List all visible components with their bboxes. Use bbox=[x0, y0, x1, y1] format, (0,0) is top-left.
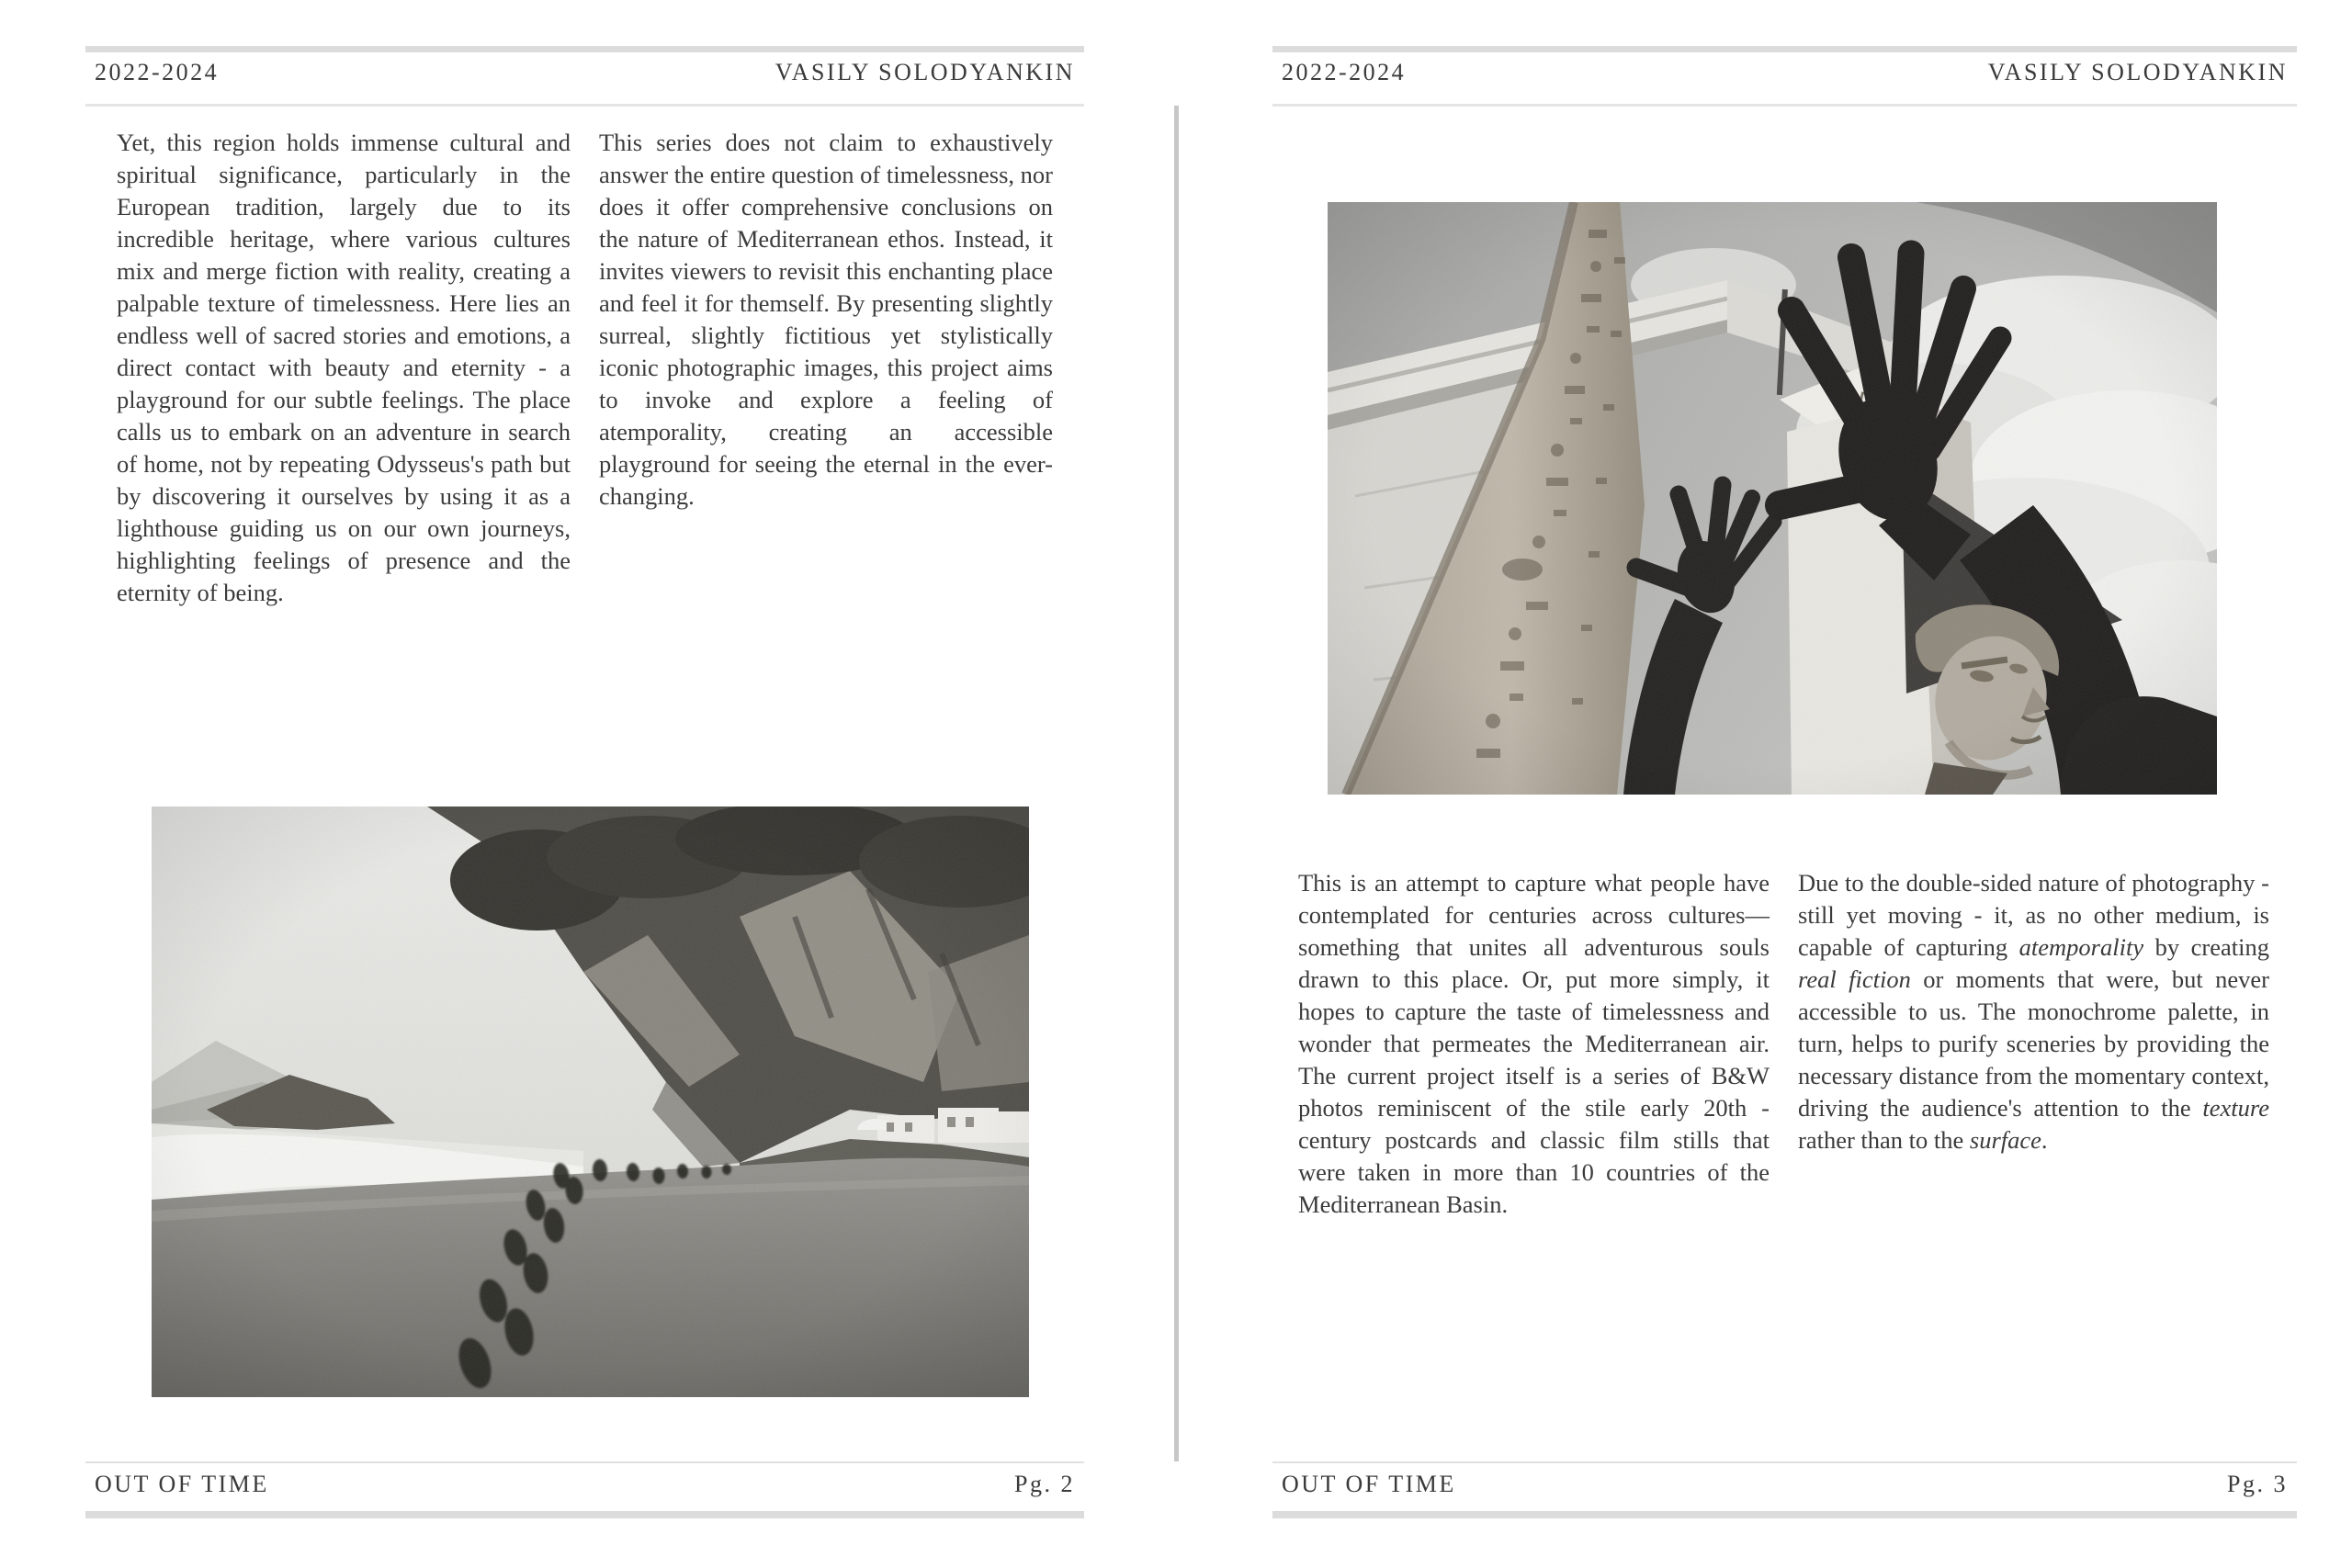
footer-rule bbox=[1272, 1461, 2297, 1463]
column-paragraph: Due to the double-sided nature of photography - still yet moving - it, as no other medium, is capable of capturing atemporality by creating real fiction or moments that were, but never accessible to us. The monochrome palette, in turn, helps to purify sceneries by providing the necessary distance from the momentary context, driving the audience's attention to the texture rather than to the surface. bbox=[1798, 869, 2270, 1154]
header-rule bbox=[1272, 104, 2297, 107]
page-header bbox=[1282, 59, 2288, 86]
page-header bbox=[95, 59, 1075, 86]
page-footer bbox=[1282, 1471, 2288, 1498]
statue-photo bbox=[1328, 202, 2217, 795]
page-3 bbox=[1272, 0, 2297, 1568]
footer-rule bbox=[85, 1461, 1084, 1463]
column-paragraph: This series does not claim to exhaustively answer the entire question of timelessness, nor does it offer comprehensive conclusions on the nature of Mediterranean ethos. Instead, it invites viewers to revisit this enchanting place and feel it for themself. By presenting slightly surreal, slightly fictitious yet stylistically iconic photographic images, this project aims to invoke and explore a feeling of atemporality, creating an accessible playground for seeing the eternal in the ever-changing. bbox=[599, 129, 1053, 510]
column-paragraph: Yet, this region holds immense cultural and spiritual significance, particularly in the European tradition, largely due to its incredible heritage, where various cultures mix and merge fiction with reality, creating a palpable texture of timelessness. Here lies an endless well of sacred stories and emotions, a direct contact with beauty and eternity - a playground for our subtle feelings. The place calls us to embark on an adventure in search of home, not by repeating Odysseus's path but by discovering it ourselves by using it as a lighthouse guiding us on our own journeys, highlighting feelings of presence and the eternity of being. bbox=[117, 129, 571, 606]
text-columns bbox=[1298, 867, 2269, 1221]
page-divider bbox=[1174, 106, 1179, 1461]
header-top-bar bbox=[85, 46, 1084, 52]
beach-photo bbox=[152, 807, 1029, 1397]
page-footer bbox=[95, 1471, 1075, 1498]
author-label: VASILY SOLODYANKIN bbox=[1987, 59, 2288, 85]
header-top-bar bbox=[1272, 46, 2297, 52]
years-label: 2022-2024 bbox=[95, 59, 220, 85]
years-label: 2022-2024 bbox=[1282, 59, 1407, 85]
book-title-label: OUT OF TIME bbox=[1282, 1471, 1456, 1497]
author-label: VASILY SOLODYANKIN bbox=[775, 59, 1075, 85]
footer-bottom-bar bbox=[1272, 1511, 2297, 1518]
book-title-label: OUT OF TIME bbox=[95, 1471, 269, 1497]
text-columns bbox=[117, 127, 1053, 609]
column-paragraph: This is an attempt to capture what people have contemplated for centuries across cultures—something that unites all adventurous souls drawn to this place. Or, put more simply, it hopes to capture the taste of timelessness and wonder that permeates the Mediterranean air. The current project itself is a series of B&W photos reminiscent of the stile early 20th -century postcards and classic film stills that were taken in more than 10 countries of the Mediterranean Basin. bbox=[1298, 869, 1770, 1218]
page-number-label: Pg. 2 bbox=[1014, 1471, 1075, 1497]
footer-bottom-bar bbox=[85, 1511, 1084, 1518]
page-number-label: Pg. 3 bbox=[2227, 1471, 2288, 1497]
page-2 bbox=[85, 0, 1084, 1568]
header-rule bbox=[85, 104, 1084, 107]
